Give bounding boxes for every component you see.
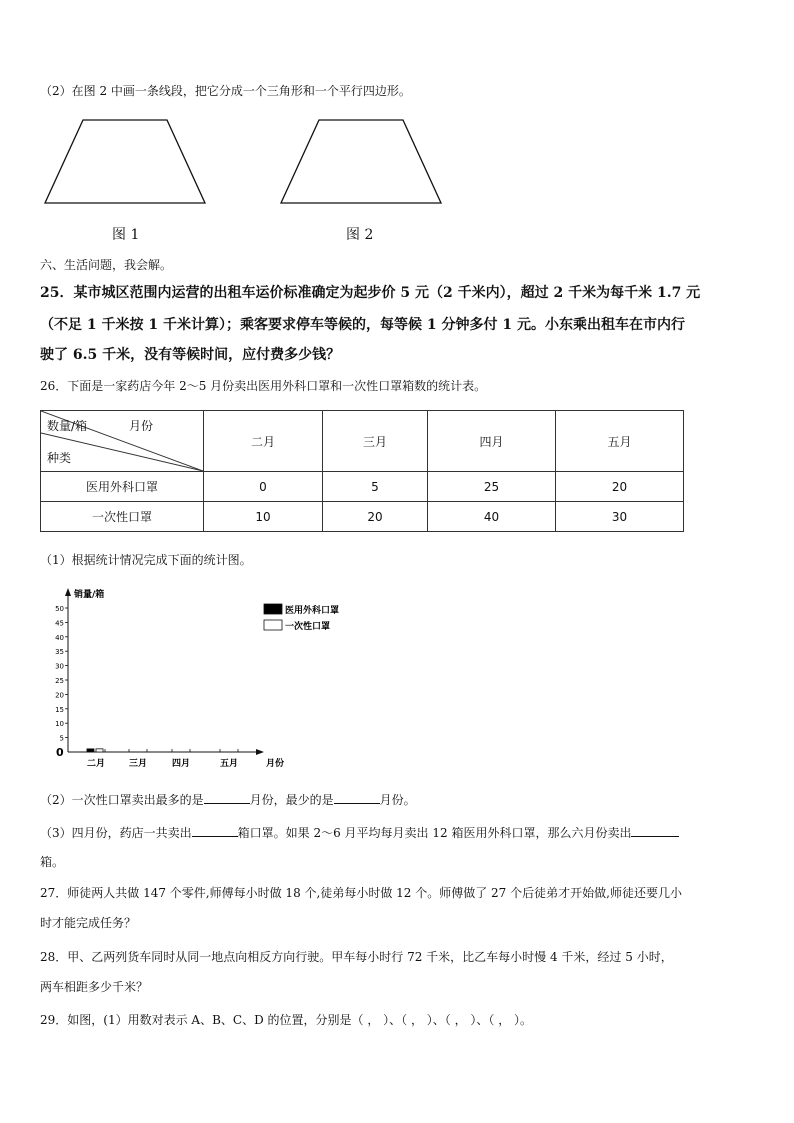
table-cell: 30 [556,502,684,532]
legend-swatch [264,604,282,614]
y-tick-label: 25 [55,677,64,685]
answer-blank[interactable] [204,791,250,804]
q26-part3-text-b: 箱口罩。如果 2～6 月平均每月卖出 12 箱医用外科口罩，那么六月份卖出 [237,826,632,840]
q26-part3-end: 箱。 [40,855,65,869]
bar-chart [40,580,370,775]
q26-part3 [40,824,679,841]
month-header: 二月 [204,411,323,472]
figure2-caption: 图 2 [346,227,374,243]
table-corner-cell [41,411,204,472]
table-cell: 20 [323,502,428,532]
x-axis-label: 月份 [266,759,285,769]
y-tick-label: 15 [55,705,64,714]
legend-label: 一次性口罩 [285,622,331,632]
q25-line2: （不足 1 千米按 1 千米计算）；乘客要求停车等候的，每等候 1 分钟多付 1 元。小东乘出租车在市内行 [40,317,685,333]
q25-line1: 25．某市城区范围内运营的出租车运价标准确定为起步价 5 元（2 千米内），超过 2 千米为每千米 1.7 元 [40,285,701,301]
table-cell: 25 [428,472,556,502]
table-cell: 10 [204,502,323,532]
q26-part1: （1）根据统计情况完成下面的统计图。 [40,553,252,567]
q28-line1: 28．甲、乙两列货车同时从同一地点向相反方向行驶。甲车每小时行 72 千米，比乙车每小时慢 4 千米，经过 5 小时， [40,950,673,964]
q29-line1: 29．如图，(1）用数对表示 A、B、C、D 的位置，分别是（ ， ）、（ ， ）、（ ， ）、（ ， ）。 [40,1013,533,1027]
table-cell: 20 [556,472,684,502]
table-cell: 40 [428,502,556,532]
month-header: 四月 [428,411,556,472]
y-axis-arrow [65,588,71,596]
x-tick-label: 四月 [171,759,191,769]
q26-part2-text-b: 月份，最少的是 [249,793,334,807]
q24-part2-text: （2）在图 2 中画一条线段，把它分成一个三角形和一个平行四边形。 [40,84,411,98]
q27-line1: 27．师徒两人共做 147 个零件,师傅每小时做 18 个,徒弟每小时做 12 个。师傅做了 27 个后徒弟才开始做,师徒还要几小 [40,886,682,900]
y-tick-label: 5 [59,734,64,743]
table-row [41,472,684,502]
q26-intro: 26．下面是一家药店今年 2～5 月份卖出医用外科口罩和一次性口罩箱数的统计表。 [40,379,487,393]
answer-blank[interactable] [334,791,380,804]
trapezoid-figure-2 [281,120,441,203]
x-tick-label: 三月 [128,759,148,769]
q26-part3-text-a: （3）四月份，药店一共卖出 [40,826,192,840]
row-label: 医用外科口罩 [41,472,204,502]
x-tick-label: 五月 [219,759,239,769]
stats-table [40,410,684,532]
corner-month-label: 月份 [129,419,154,433]
corner-qty-label: 数量/箱 [47,419,88,433]
bar-医用外科口罩 [87,749,94,752]
x-axis-arrow [256,749,264,755]
origin-label: 0 [56,746,64,759]
bar-一次性口罩 [96,749,103,752]
q28-line2: 两车相距多少千米？ [40,980,149,994]
y-axis-label: 销量/箱 [74,590,105,600]
legend-swatch [264,620,282,630]
y-tick-label: 35 [55,648,64,657]
figure1-caption: 图 1 [112,227,140,243]
month-header: 三月 [323,411,428,472]
table-row [41,502,684,532]
q26-part2 [40,791,416,808]
table-cell: 5 [323,472,428,502]
y-tick-label: 45 [55,619,64,628]
q27-line2: 时才能完成任务？ [40,916,137,930]
x-tick-label: 二月 [86,759,106,769]
legend-label: 医用外科口罩 [285,606,340,616]
row-label: 一次性口罩 [41,502,204,532]
y-tick-label: 40 [55,633,64,642]
section6-heading: 六、生活问题，我会解。 [40,258,173,272]
table-cell: 0 [204,472,323,502]
y-tick-label: 20 [55,691,64,700]
month-header: 五月 [556,411,684,472]
q25-line3: 驶了 6.5 千米，没有等候时间，应付费多少钱？ [40,347,341,363]
trapezoid-figures [40,115,450,245]
answer-blank[interactable] [192,824,238,837]
y-tick-label: 30 [55,662,64,671]
q26-part2-text-a: （2）一次性口罩卖出最多的是 [40,793,204,807]
corner-kind-label: 种类 [47,451,72,465]
answer-blank[interactable] [631,824,679,837]
q26-part2-text-c: 月份。 [379,793,416,807]
y-tick-label: 50 [55,605,64,613]
trapezoid-figure-1 [45,120,205,203]
y-tick-label: 10 [55,720,64,729]
